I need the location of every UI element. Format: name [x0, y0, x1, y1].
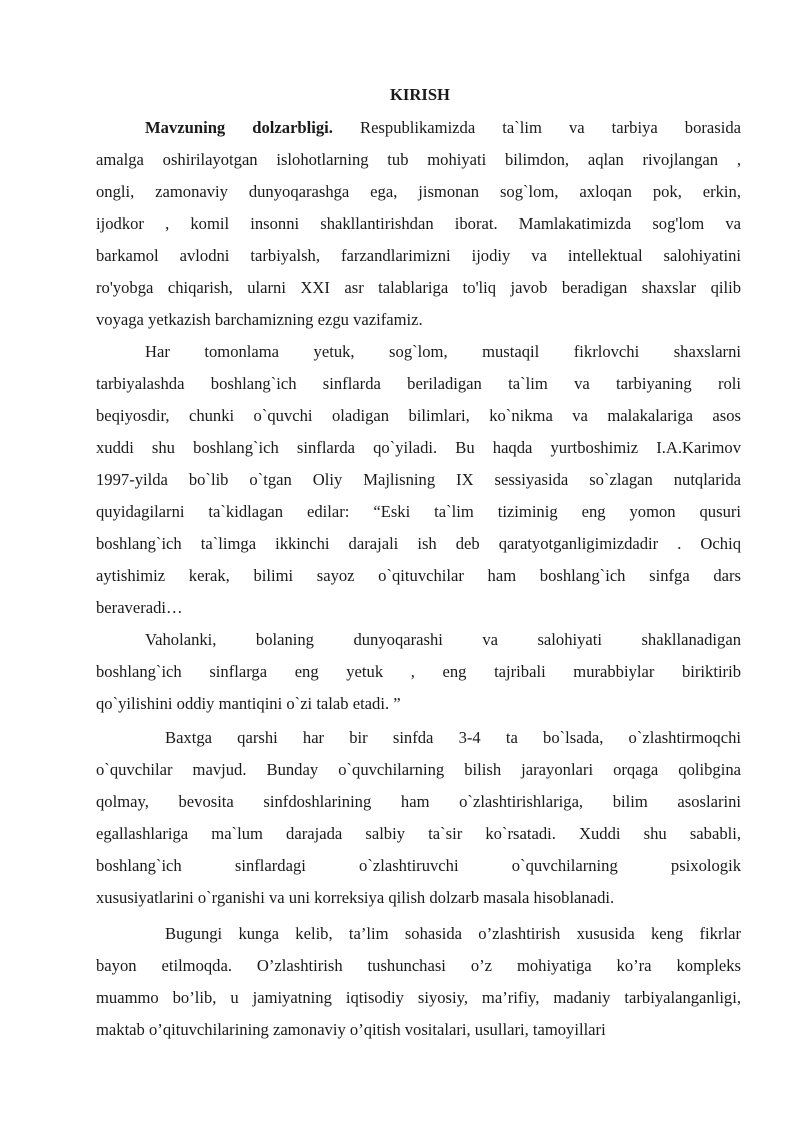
- text-line: boshlang`ich sinflarga eng yetuk , eng tajribali murabbiylar biriktirib: [96, 662, 741, 681]
- text-line: xuddi shu boshlang`ich sinflarda qo`yiladi. Bu haqda yurtboshimiz I.A.Karimov: [96, 438, 741, 457]
- text-line: ro'yobga chiqarish, ularni XXI asr talablariga to'liq javob beradigan shaxslar qilib: [96, 278, 741, 297]
- lead-heading: Mavzuning dolzarbligi.: [145, 118, 333, 137]
- text-line: muammo bo’lib, u jamiyatning iqtisodiy siyosiy, ma’rifiy, madaniy tarbiyalanganligi,: [96, 988, 741, 1007]
- line-text: Respublikamizda ta`lim va tarbiya borasida: [360, 118, 741, 137]
- text-line: boshlang`ich sinflardagi o`zlashtiruvchi o`quvchilarning psixologik: [96, 856, 741, 875]
- text-line: qo`yilishini oddiy mantiqini o`zi talab etadi. ”: [96, 694, 401, 713]
- text-line: [145, 112, 741, 144]
- text-line: egallashlariga ma`lum darajada salbiy ta`sir ko`rsatadi. Xuddi shu sababli,: [96, 824, 741, 843]
- text-line: amalga oshirilayotgan islohotlarning tub mohiyati bilimdon, aqlan rivojlangan ,: [96, 150, 741, 169]
- text-line: boshlang`ich ta`limga ikkinchi darajali ish deb qaratyotganligimizdadir . Ochiq: [96, 534, 741, 553]
- text-line: voyaga yetkazish barchamizning ezgu vazifamiz.: [96, 310, 423, 329]
- text-line: qolmay, bevosita sinfdoshlarining ham o`zlashtirishlariga, bilim asoslarini: [96, 792, 741, 811]
- text-line: ijodkor , komil insonni shakllantirishdan iborat. Mamlakatimizda sog'lom va: [96, 214, 741, 233]
- text-line: o`quvchilar mavjud. Bunday o`quvchilarning bilish jarayonlari orqaga qolibgina: [96, 760, 741, 779]
- text-line: Har tomonlama yetuk, sog`lom, mustaqil fikrlovchi shaxslarni: [145, 342, 741, 361]
- text-line: ongli, zamonaviy dunyoqarashga ega, jismonan sog`lom, axloqan pok, erkin,: [96, 182, 741, 201]
- text-line: beqiyosdir, chunki o`quvchi oladigan bilimlari, ko`nikma va malakalariga asos: [96, 406, 741, 425]
- text-line: bayon etilmoqda. O’zlashtirish tushunchasi o’z mohiyatiga ko’ra kompleks: [96, 956, 741, 975]
- text-line: tarbiyalashda boshlang`ich sinflarda beriladigan ta`lim va tarbiyaning roli: [96, 374, 741, 393]
- page-title: KIRISH: [390, 85, 450, 104]
- text-line: aytishimiz kerak, bilimi sayoz o`qituvchilar ham boshlang`ich sinfga dars: [96, 566, 741, 585]
- text-line: beraveradi…: [96, 598, 183, 617]
- text-line: 1997-yilda bo`lib o`tgan Oliy Majlisning IX sessiyasida so`zlagan nutqlarida: [96, 470, 741, 489]
- text-line: Bugungi kunga kelib, ta’lim sohasida o’zlashtirish xususida keng fikrlar: [165, 924, 741, 943]
- text-line: Vaholanki, bolaning dunyoqarashi va salohiyati shakllanadigan: [145, 630, 741, 649]
- text-line: maktab o’qituvchilarining zamonaviy o’qitish vositalari, usullari, tamoyillari: [96, 1020, 606, 1039]
- text-line: barkamol avlodni tarbiyalsh, farzandlarimizni ijodiy va intellektual salohiyatini: [96, 246, 741, 265]
- text-line: xususiyatlarini o`rganishi va uni korreksiya qilish dolzarb masala hisoblanadi.: [96, 888, 615, 907]
- text-line: quyidagilarni ta`kidlagan edilar: “Eski ta`lim tiziminig eng yomon qusuri: [96, 502, 741, 521]
- text-line: Baxtga qarshi har bir sinfda 3-4 ta bo`lsada, o`zlashtirmoqchi: [165, 728, 741, 747]
